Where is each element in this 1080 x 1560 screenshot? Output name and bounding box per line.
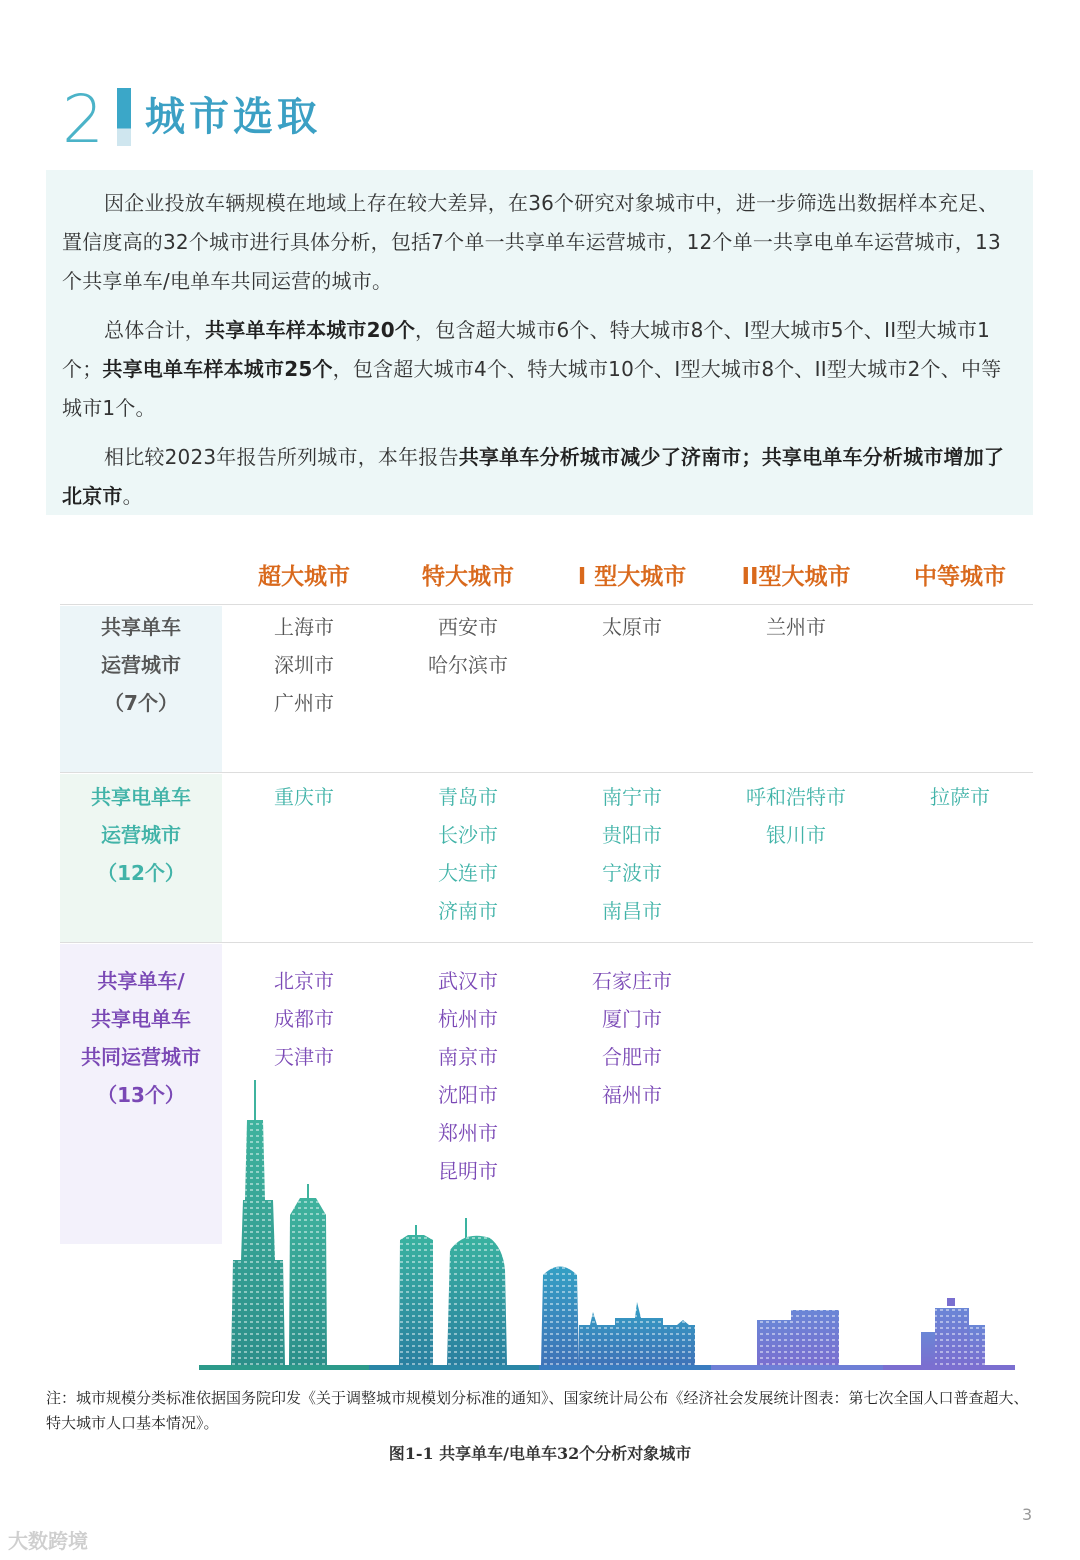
city-name: 南昌市 <box>602 899 662 923</box>
city-name: 兰州市 <box>766 615 826 639</box>
city-name: 武汉市 <box>438 969 498 993</box>
figure-caption: 图1-1 共享单车/电单车32个分析对象城市 <box>388 1444 692 1463</box>
intro-paragraph-3: 相比较2023年报告所列城市，本年报告共享单车分析城市减少了济南市；共享电单车分析城市增加了北京市。 <box>62 445 1005 508</box>
city-name: 北京市 <box>274 969 334 993</box>
section-title: 城市选取 <box>145 94 321 140</box>
city-name: 宁波市 <box>602 861 662 885</box>
city-name: 合肥市 <box>602 1045 662 1069</box>
city-name: 天津市 <box>274 1045 334 1069</box>
city-name: 厦门市 <box>602 1007 662 1031</box>
city-name: 呼和浩特市 <box>746 785 846 809</box>
section-accent-bar <box>117 88 131 146</box>
city-name: 昆明市 <box>438 1159 498 1183</box>
city-cell <box>557 778 707 930</box>
ground-segment <box>883 1365 1015 1370</box>
ground-segment <box>199 1365 369 1370</box>
skyline-tower-5 <box>541 1267 579 1366</box>
city-name: 太原市 <box>602 615 662 639</box>
city-cell <box>721 778 871 854</box>
city-cell <box>393 608 543 684</box>
table-divider <box>60 772 1033 773</box>
city-cell <box>885 778 1035 816</box>
category-header: 特大城市 <box>422 564 514 590</box>
city-name: 大连市 <box>438 861 498 885</box>
city-name: 南宁市 <box>602 785 662 809</box>
skyline-building-7 <box>921 1298 985 1365</box>
city-cell <box>393 778 543 930</box>
city-name: 银川市 <box>766 823 826 847</box>
intro-box <box>46 170 1033 515</box>
city-cell <box>721 608 871 646</box>
row-label-both: 共享单车/ 共享电单车 共同运营城市 （13个） <box>81 969 201 1107</box>
category-header: I 型大城市 <box>577 564 687 590</box>
city-name: 南京市 <box>438 1045 498 1069</box>
row-label-bike: 共享单车 运营城市 （7个） <box>101 615 181 715</box>
section-number: 2 <box>62 81 104 158</box>
row-label-ebike: 共享电单车 运营城市 （12个） <box>91 785 191 885</box>
table-divider <box>60 604 1033 605</box>
page-number: 3 <box>1022 1505 1033 1524</box>
intro-paragraph-2: 总体合计，共享单车样本城市20个，包含超大城市6个、特大城市8个、I型大城市5个、II型大城市1个；共享电单车样本城市25个，包含超大城市4个、特大城市10个、I型大城市8个、II型大城市2个、中等城市1个。 <box>62 318 1002 420</box>
city-cell <box>229 778 379 816</box>
skyline-palace <box>579 1302 695 1365</box>
city-name: 青岛市 <box>438 785 498 809</box>
city-cell <box>557 608 707 646</box>
city-name: 沈阳市 <box>438 1083 498 1107</box>
city-name: 上海市 <box>274 615 334 639</box>
footnote: 注：城市规模分类标准依据国务院印发《关于调整城市规模划分标准的通知》、国家统计局公布《经济社会发展统计图表：第七次全国人口普查超大、特大城市人口基本情况》。 <box>46 1389 1029 1432</box>
skyline-tower-2 <box>289 1184 327 1365</box>
category-header: 超大城市 <box>258 564 350 590</box>
table-divider <box>60 942 1033 943</box>
watermark: 大数跨境 <box>8 1529 88 1553</box>
ground-segment <box>711 1365 883 1370</box>
city-name: 石家庄市 <box>592 969 672 993</box>
city-name: 广州市 <box>274 691 334 715</box>
skyline-illustration <box>195 1080 1025 1375</box>
city-name: 福州市 <box>602 1083 662 1107</box>
city-cell <box>229 608 379 722</box>
ground-segment <box>539 1365 711 1370</box>
city-name: 哈尔滨市 <box>428 653 508 677</box>
skyline-building-6 <box>757 1310 839 1365</box>
city-name: 西安市 <box>438 615 498 639</box>
city-name: 重庆市 <box>274 785 334 809</box>
skyline-tower-1 <box>231 1080 285 1365</box>
skyline-tower-4 <box>447 1218 507 1365</box>
category-header: II型大城市 <box>741 564 851 590</box>
ground-segment <box>369 1365 539 1370</box>
city-name: 长沙市 <box>438 823 498 847</box>
city-name: 贵阳市 <box>602 823 662 847</box>
city-name: 郑州市 <box>438 1121 498 1145</box>
category-header: 中等城市 <box>914 564 1006 590</box>
city-cell <box>229 962 379 1076</box>
skyline-tower-3 <box>399 1225 433 1365</box>
city-name: 成都市 <box>274 1007 334 1031</box>
intro-paragraph-1: 因企业投放车辆规模在地域上存在较大差异，在36个研究对象城市中，进一步筛选出数据样本充足、置信度高的32个城市进行具体分析，包括7个单一共享单车运营城市，12个单一共享电单车运营城市，13个共享单车/电单车共同运营的城市。 <box>62 191 1001 293</box>
city-name: 深圳市 <box>274 653 334 677</box>
city-name: 拉萨市 <box>930 785 990 809</box>
city-name: 济南市 <box>438 899 498 923</box>
city-name: 杭州市 <box>438 1007 498 1031</box>
